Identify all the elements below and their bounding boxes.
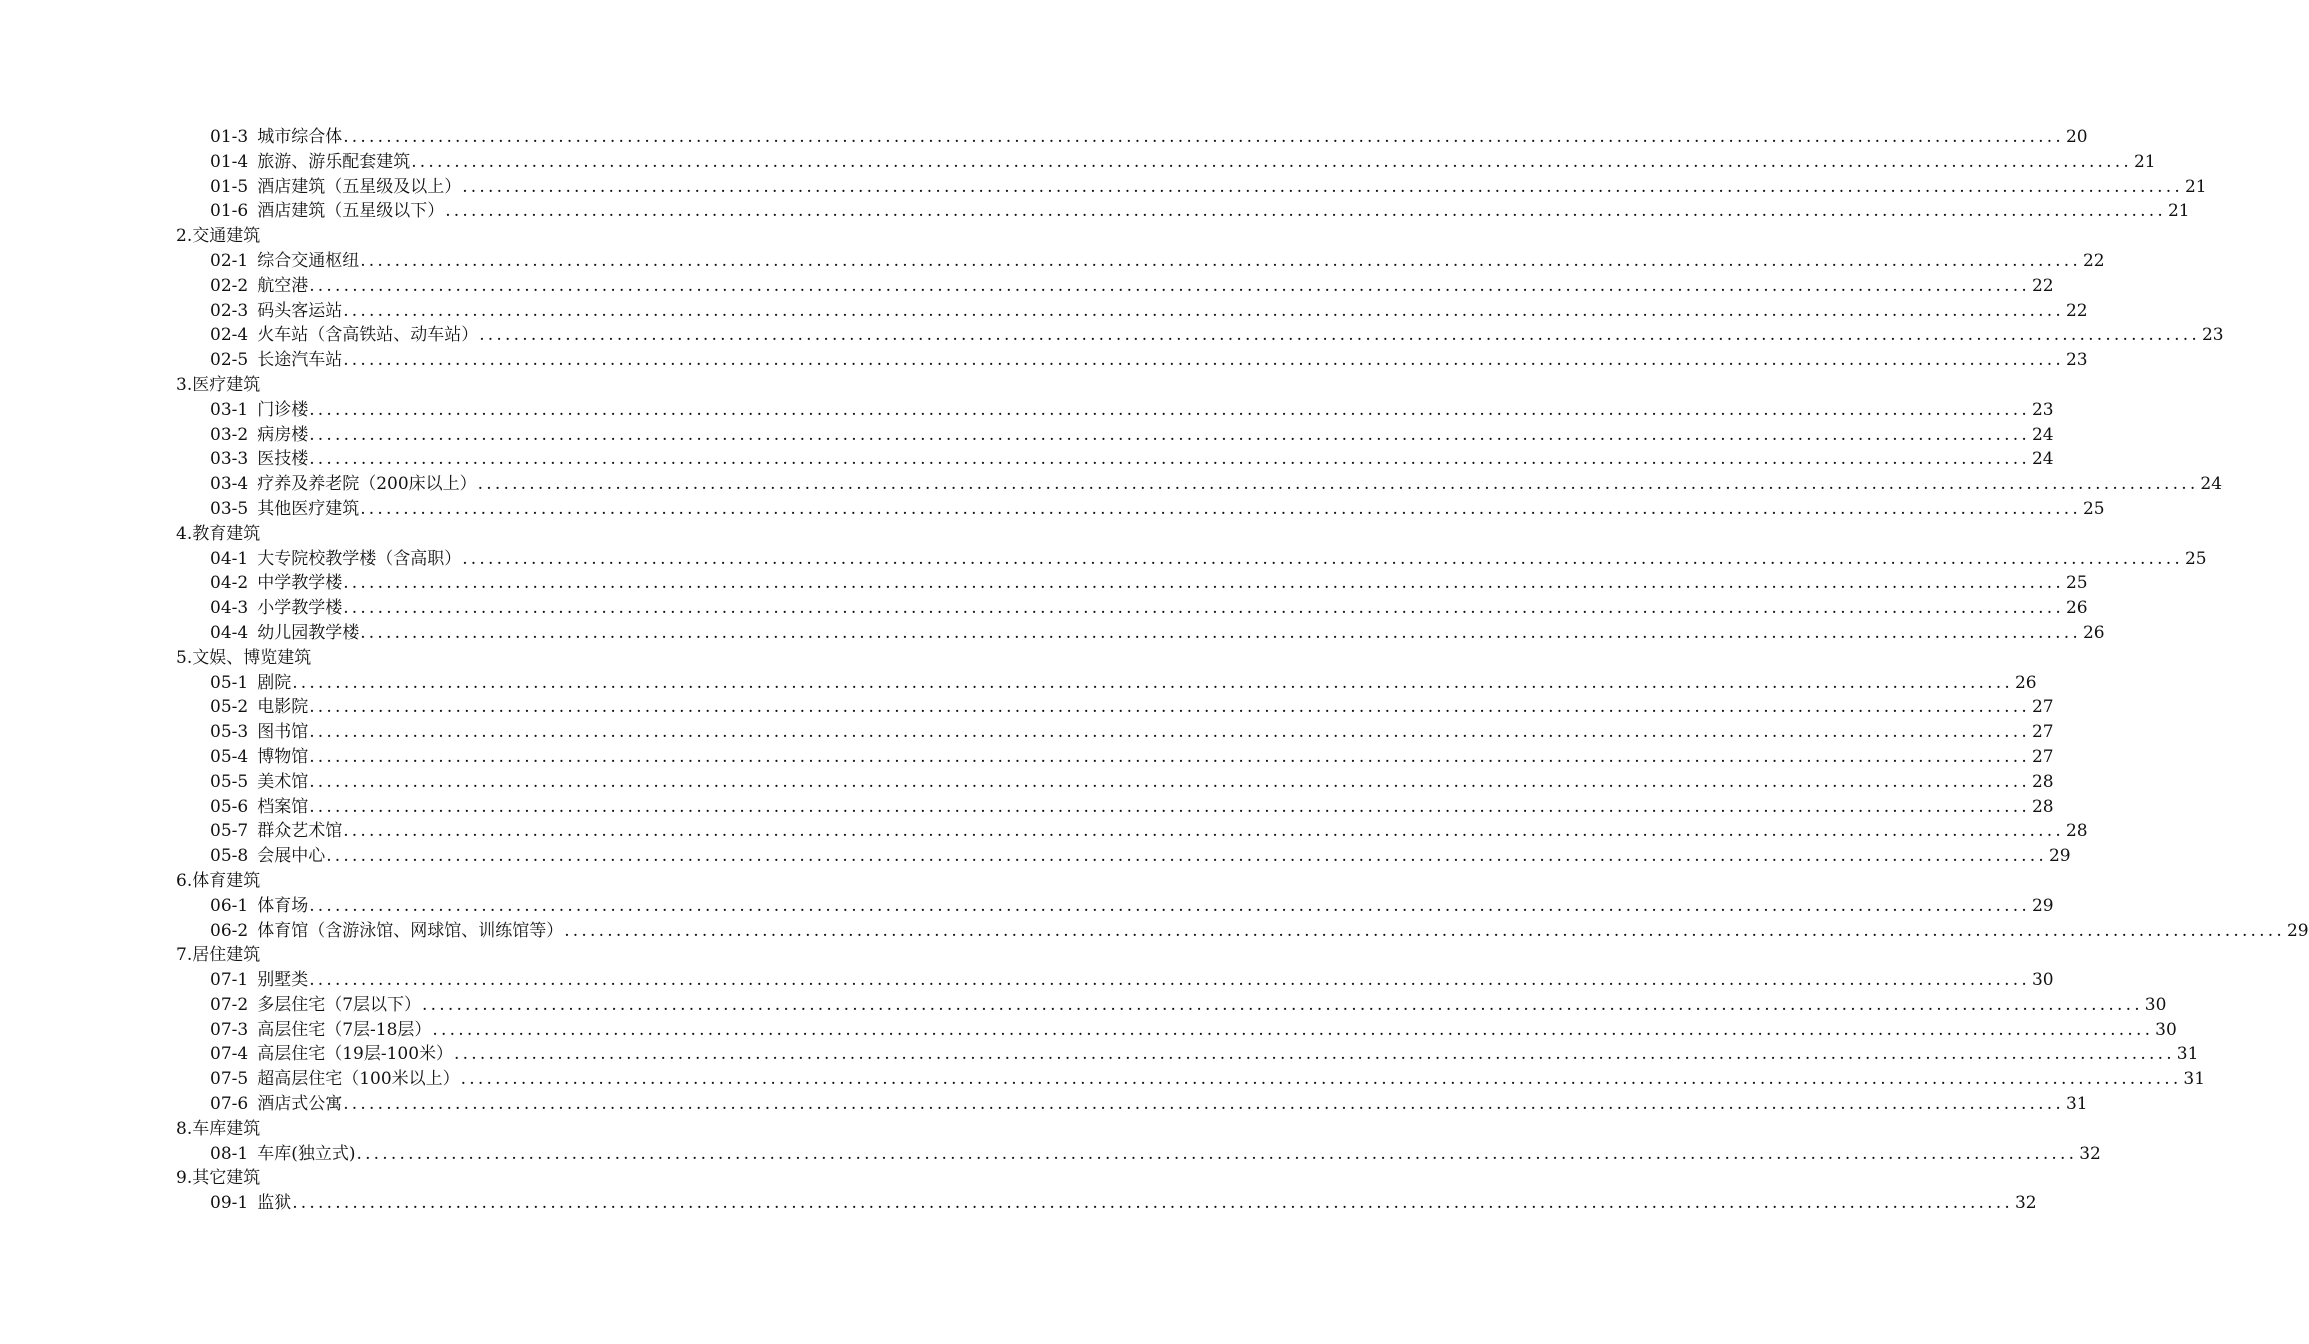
toc-entry-title: 疗养及养老院（200床以上） bbox=[257, 474, 477, 495]
toc-entry-page-number: 22 bbox=[2082, 250, 2105, 271]
toc-entry[interactable] bbox=[176, 770, 2054, 795]
toc-entry-code: 01-6 bbox=[210, 201, 249, 222]
toc-entry-code: 05-5 bbox=[210, 771, 249, 792]
toc-entry[interactable] bbox=[176, 398, 2054, 423]
dot-leader: ........................................................................................................................................................................................................ bbox=[343, 598, 2064, 619]
toc-entry-page-number: 30 bbox=[2031, 970, 2054, 991]
toc-entry-page-number: 30 bbox=[2155, 1019, 2177, 1040]
dot-leader: ........................................................................................................................................................................................................ bbox=[309, 697, 2030, 718]
toc-entry-code: 06-2 bbox=[210, 920, 249, 941]
toc-entry-page-number: 21 bbox=[2184, 176, 2207, 197]
toc-section-heading: 3.医疗建筑 bbox=[176, 374, 261, 395]
dot-leader: ........................................................................................................................................................................................................ bbox=[454, 1044, 2175, 1065]
toc-entry-code: 03-5 bbox=[210, 498, 249, 519]
toc-entry-page-number: 32 bbox=[2079, 1143, 2101, 1164]
dot-leader: ........................................................................................................................................................................................................ bbox=[309, 722, 2030, 743]
toc-entry-page-number: 25 bbox=[2184, 548, 2207, 569]
toc-entry-title: 大专院校教学楼（含高职） bbox=[257, 548, 462, 569]
dot-leader: ........................................................................................................................................................................................................ bbox=[343, 573, 2064, 594]
toc-entry-title: 会展中心 bbox=[257, 846, 326, 867]
toc-entry[interactable] bbox=[176, 1042, 2199, 1067]
toc-section-heading: 4.教育建筑 bbox=[176, 523, 261, 544]
toc-entry[interactable] bbox=[176, 423, 2054, 448]
toc-entry[interactable] bbox=[176, 695, 2054, 720]
toc-entry-page-number: 28 bbox=[2065, 821, 2088, 842]
toc-entry-code: 07-5 bbox=[210, 1069, 249, 1090]
toc-entry[interactable] bbox=[176, 621, 2105, 646]
toc-entry[interactable] bbox=[176, 447, 2054, 472]
toc-entry[interactable] bbox=[176, 497, 2105, 522]
toc-entry-page-number: 21 bbox=[2167, 201, 2190, 222]
toc-entry[interactable] bbox=[176, 299, 2088, 324]
dot-leader: ........................................................................................................................................................................................................ bbox=[460, 1069, 2182, 1090]
toc-entry-page-number: 25 bbox=[2065, 573, 2088, 594]
toc-entry-title: 码头客运站 bbox=[257, 300, 343, 321]
dot-leader: ........................................................................................................................................................................................................ bbox=[360, 622, 2081, 643]
toc-entry-title: 长途汽车站 bbox=[257, 350, 343, 371]
toc-entry-title: 体育馆（含游泳馆、网球馆、训练馆等） bbox=[257, 920, 564, 941]
toc-entry-title: 旅游、游乐配套建筑 bbox=[257, 151, 411, 172]
toc-entry[interactable] bbox=[176, 1191, 2037, 1216]
toc-entry-title: 美术馆 bbox=[257, 771, 309, 792]
dot-leader: ........................................................................................................................................................................................................ bbox=[309, 275, 2030, 296]
toc-entry-page-number: 23 bbox=[2031, 399, 2054, 420]
toc-entry-page-number: 29 bbox=[2031, 895, 2054, 916]
toc-entry-title: 博物馆 bbox=[257, 746, 309, 767]
toc-entry-code: 05-8 bbox=[210, 846, 249, 867]
toc-entry-title: 综合交通枢纽 bbox=[257, 250, 360, 271]
toc-entry[interactable] bbox=[176, 1092, 2088, 1117]
toc-entry-title: 门诊楼 bbox=[257, 399, 309, 420]
toc-entry[interactable] bbox=[176, 720, 2054, 745]
toc-entry-code: 09-1 bbox=[210, 1193, 249, 1214]
toc-entry[interactable] bbox=[176, 596, 2088, 621]
toc-entry-page-number: 29 bbox=[2286, 920, 2309, 941]
toc-entry-page-number: 27 bbox=[2031, 697, 2054, 718]
toc-entry[interactable] bbox=[176, 175, 2207, 200]
toc-entry[interactable] bbox=[176, 323, 2224, 348]
dot-leader: ........................................................................................................................................................................................................ bbox=[477, 474, 2199, 495]
toc-entry[interactable] bbox=[176, 150, 2156, 175]
toc-entry-page-number: 21 bbox=[2133, 151, 2156, 172]
toc-entry-code: 05-4 bbox=[210, 746, 249, 767]
toc-entry[interactable] bbox=[176, 249, 2105, 274]
toc-entry-page-number: 22 bbox=[2031, 275, 2054, 296]
toc-entry-code: 01-4 bbox=[210, 151, 249, 172]
toc-entry-page-number: 27 bbox=[2031, 746, 2054, 767]
toc-entry-title: 病房楼 bbox=[257, 424, 309, 445]
toc-entry-page-number: 24 bbox=[2031, 449, 2054, 470]
toc-entry[interactable] bbox=[176, 671, 2037, 696]
dot-leader: ........................................................................................................................................................................................................ bbox=[343, 127, 2064, 147]
toc-entry-code: 02-4 bbox=[210, 325, 249, 346]
toc-entry-title: 航空港 bbox=[257, 275, 309, 296]
toc-entry[interactable] bbox=[176, 819, 2088, 844]
dot-leader: ........................................................................................................................................................................................................ bbox=[326, 846, 2047, 867]
dot-leader: ........................................................................................................................................................................................................ bbox=[292, 672, 2013, 693]
toc-entry-title: 车库(独立式) bbox=[257, 1143, 356, 1164]
toc-entry-code: 05-3 bbox=[210, 722, 249, 743]
toc-entry-code: 04-4 bbox=[210, 622, 249, 643]
toc-entry-code: 07-2 bbox=[210, 994, 249, 1015]
toc-entry-page-number: 31 bbox=[2065, 1094, 2088, 1115]
toc-entry-title: 体育场 bbox=[257, 895, 309, 916]
toc-entry-page-number: 26 bbox=[2065, 598, 2088, 619]
toc-entry-code: 02-2 bbox=[210, 275, 249, 296]
toc-entry-code: 03-1 bbox=[210, 399, 249, 420]
dot-leader: ........................................................................................................................................................................................................ bbox=[356, 1143, 2078, 1164]
toc-entry-title: 小学教学楼 bbox=[257, 598, 343, 619]
dot-leader: ........................................................................................................................................................................................................ bbox=[445, 201, 2166, 222]
toc-entry[interactable] bbox=[176, 348, 2088, 373]
toc-entry-code: 04-3 bbox=[210, 598, 249, 619]
toc-entry-code: 04-1 bbox=[210, 548, 249, 569]
toc-entry[interactable] bbox=[176, 993, 2167, 1018]
dot-leader: ........................................................................................................................................................................................................ bbox=[309, 424, 2030, 445]
toc-entry-code: 02-5 bbox=[210, 350, 249, 371]
dot-leader: ........................................................................................................................................................................................................ bbox=[309, 970, 2030, 991]
toc-entry-title: 火车站（含高铁站、动车站） bbox=[257, 325, 479, 346]
dot-leader: ........................................................................................................................................................................................................ bbox=[309, 895, 2030, 916]
toc-entry[interactable] bbox=[176, 844, 2071, 869]
toc-entry-page-number: 23 bbox=[2065, 350, 2088, 371]
dot-leader: ........................................................................................................................................................................................................ bbox=[343, 350, 2064, 371]
dot-leader: ........................................................................................................................................................................................................ bbox=[479, 325, 2200, 346]
toc-entry[interactable] bbox=[176, 795, 2054, 820]
toc-entry[interactable] bbox=[176, 745, 2054, 770]
dot-leader: ........................................................................................................................................................................................................ bbox=[360, 250, 2081, 271]
toc-section-heading: 9.其它建筑 bbox=[176, 1168, 261, 1189]
dot-leader: ........................................................................................................................................................................................................ bbox=[343, 821, 2064, 842]
toc-entry-title: 医技楼 bbox=[257, 449, 309, 470]
toc-entry-code: 05-1 bbox=[210, 672, 249, 693]
dot-leader: ........................................................................................................................................................................................................ bbox=[309, 771, 2030, 792]
toc-entry[interactable] bbox=[176, 571, 2088, 596]
toc-section-heading: 8.车库建筑 bbox=[176, 1118, 261, 1139]
toc-entry-code: 07-4 bbox=[210, 1044, 249, 1065]
toc-entry-page-number: 20 bbox=[2065, 127, 2088, 147]
table-of-contents bbox=[176, 125, 2309, 1216]
toc-entry-page-number: 27 bbox=[2031, 722, 2054, 743]
toc-entry-title: 酒店式公寓 bbox=[257, 1094, 343, 1115]
toc-entry-code: 05-6 bbox=[210, 796, 249, 817]
toc-entry-code: 01-5 bbox=[210, 176, 249, 197]
toc-entry-page-number: 28 bbox=[2031, 771, 2054, 792]
dot-leader: ........................................................................................................................................................................................................ bbox=[309, 449, 2030, 470]
toc-entry-code: 03-3 bbox=[210, 449, 249, 470]
toc-entry[interactable] bbox=[176, 274, 2054, 299]
toc-entry-code: 07-1 bbox=[210, 970, 249, 991]
toc-entry-title: 电影院 bbox=[257, 697, 309, 718]
toc-entry-title: 图书馆 bbox=[257, 722, 309, 743]
dot-leader: ........................................................................................................................................................................................................ bbox=[462, 548, 2183, 569]
toc-entry-page-number: 26 bbox=[2082, 622, 2105, 643]
toc-entry-title: 酒店建筑（五星级及以上） bbox=[257, 176, 462, 197]
toc-entry[interactable] bbox=[176, 968, 2054, 993]
toc-entry-title: 群众艺术馆 bbox=[257, 821, 343, 842]
toc-entry-title: 多层住宅（7层以下） bbox=[257, 994, 422, 1015]
toc-entry-title: 别墅类 bbox=[257, 970, 309, 991]
toc-entry-code: 08-1 bbox=[210, 1143, 249, 1164]
toc-entry-page-number: 22 bbox=[2065, 300, 2088, 321]
toc-entry-page-number: 32 bbox=[2014, 1193, 2037, 1214]
toc-entry[interactable] bbox=[176, 919, 2309, 944]
toc-section-heading: 2.交通建筑 bbox=[176, 226, 261, 247]
toc-entry-page-number: 31 bbox=[2183, 1069, 2206, 1090]
toc-entry-page-number: 31 bbox=[2176, 1044, 2199, 1065]
dot-leader: ........................................................................................................................................................................................................ bbox=[309, 796, 2030, 817]
toc-entry[interactable] bbox=[176, 1067, 2206, 1092]
toc-entry-code: 02-1 bbox=[210, 250, 249, 271]
toc-entry-title: 超高层住宅（100米以上） bbox=[257, 1069, 460, 1090]
toc-entry-code: 05-7 bbox=[210, 821, 249, 842]
toc-entry[interactable] bbox=[176, 547, 2207, 572]
toc-entry[interactable] bbox=[176, 472, 2223, 497]
toc-entry-title: 幼儿园教学楼 bbox=[257, 622, 360, 643]
dot-leader: ........................................................................................................................................................................................................ bbox=[462, 176, 2183, 197]
dot-leader: ........................................................................................................................................................................................................ bbox=[343, 300, 2064, 321]
dot-leader: ........................................................................................................................................................................................................ bbox=[360, 498, 2081, 519]
toc-entry[interactable] bbox=[176, 1018, 2177, 1043]
toc-entry-code: 05-2 bbox=[210, 697, 249, 718]
toc-entry-page-number: 24 bbox=[2031, 424, 2054, 445]
toc-entry-title: 高层住宅（19层-100米） bbox=[257, 1044, 454, 1065]
dot-leader: ........................................................................................................................................................................................................ bbox=[411, 151, 2132, 172]
toc-entry-title: 中学教学楼 bbox=[257, 573, 343, 594]
toc-entry-code: 03-2 bbox=[210, 424, 249, 445]
toc-entry[interactable] bbox=[176, 894, 2054, 919]
toc-entry-page-number: 28 bbox=[2031, 796, 2054, 817]
toc-entry[interactable] bbox=[176, 199, 2190, 224]
dot-leader: ........................................................................................................................................................................................................ bbox=[292, 1193, 2013, 1214]
toc-entry-code: 07-3 bbox=[210, 1019, 249, 1040]
toc-entry-title: 档案馆 bbox=[257, 796, 309, 817]
toc-entry-page-number: 24 bbox=[2200, 474, 2223, 495]
toc-entry-title: 城市综合体 bbox=[257, 127, 343, 147]
toc-entry-page-number: 23 bbox=[2201, 325, 2224, 346]
toc-entry[interactable] bbox=[176, 1142, 2101, 1167]
toc-entry-title: 其他医疗建筑 bbox=[257, 498, 360, 519]
dot-leader: ........................................................................................................................................................................................................ bbox=[343, 1094, 2064, 1115]
toc-entry-code: 04-2 bbox=[210, 573, 249, 594]
toc-entry-page-number: 29 bbox=[2048, 846, 2071, 867]
toc-section-heading: 5.文娱、博览建筑 bbox=[176, 647, 312, 668]
toc-entry-page-number: 25 bbox=[2082, 498, 2105, 519]
dot-leader: ........................................................................................................................................................................................................ bbox=[422, 994, 2143, 1015]
toc-entry-title: 剧院 bbox=[257, 672, 292, 693]
toc-entry-code: 02-3 bbox=[210, 300, 249, 321]
toc-entry-title: 高层住宅（7层-18层） bbox=[257, 1019, 432, 1040]
toc-entry-title: 监狱 bbox=[257, 1193, 292, 1214]
toc-entry-code: 01-3 bbox=[210, 127, 249, 147]
toc-entry[interactable] bbox=[176, 125, 2088, 150]
dot-leader: ........................................................................................................................................................................................................ bbox=[309, 399, 2030, 420]
toc-section-heading: 6.体育建筑 bbox=[176, 870, 261, 891]
dot-leader: ........................................................................................................................................................................................................ bbox=[564, 920, 2285, 941]
toc-entry-code: 07-6 bbox=[210, 1094, 249, 1115]
toc-entry-code: 03-4 bbox=[210, 474, 249, 495]
toc-entry-code: 06-1 bbox=[210, 895, 249, 916]
dot-leader: ........................................................................................................................................................................................................ bbox=[309, 746, 2030, 767]
toc-section-heading: 7.居住建筑 bbox=[176, 945, 261, 966]
dot-leader: ........................................................................................................................................................................................................ bbox=[432, 1019, 2154, 1040]
toc-entry-page-number: 26 bbox=[2014, 672, 2037, 693]
toc-entry-page-number: 30 bbox=[2144, 994, 2167, 1015]
toc-entry-title: 酒店建筑（五星级以下） bbox=[257, 201, 445, 222]
